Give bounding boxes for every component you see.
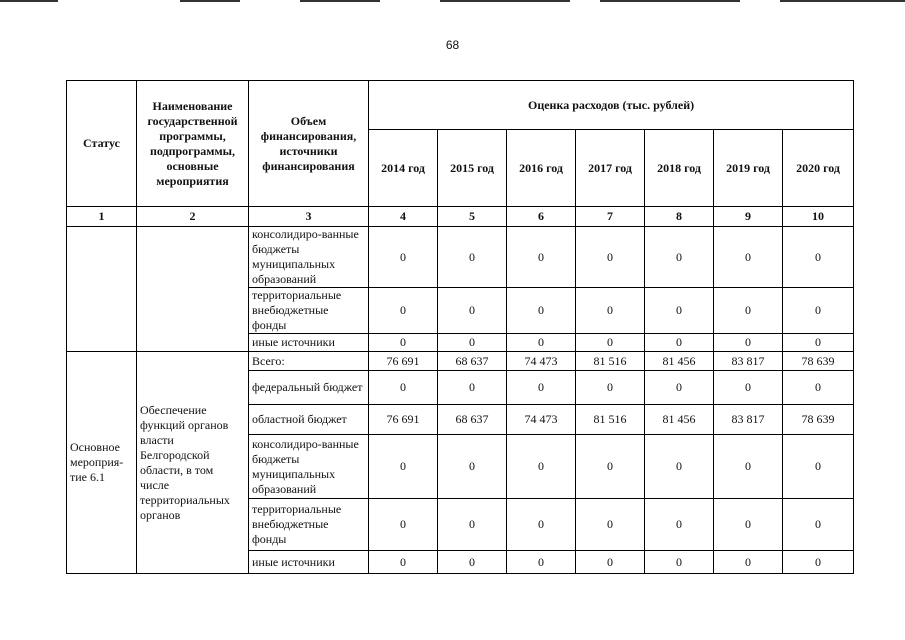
- top-rule-mid-left: [180, 0, 240, 2]
- value-cell: 0: [369, 551, 438, 574]
- table-row: [67, 227, 854, 288]
- column-number: 1: [67, 207, 137, 227]
- value-cell: 0: [645, 371, 714, 405]
- source-cell: Всего:: [249, 352, 369, 371]
- value-cell: 0: [369, 288, 438, 334]
- value-cell: 0: [369, 227, 438, 288]
- budget-table: [66, 80, 854, 574]
- header-year-2018: 2018 год: [645, 130, 714, 207]
- value-cell: 0: [576, 227, 645, 288]
- value-cell: 76 691: [369, 352, 438, 371]
- value-cell: 68 637: [438, 352, 507, 371]
- value-cell: 68 637: [438, 405, 507, 435]
- source-cell: территориальные внебюджетные фонды: [249, 288, 369, 334]
- top-rule-mid-right: [440, 0, 570, 2]
- column-number: 8: [645, 207, 714, 227]
- value-cell: 0: [783, 371, 854, 405]
- value-cell: 0: [507, 435, 576, 499]
- value-cell: 0: [576, 288, 645, 334]
- value-cell: 78 639: [783, 352, 854, 371]
- column-number: 7: [576, 207, 645, 227]
- value-cell: 0: [645, 227, 714, 288]
- program-cell-empty: [137, 227, 249, 352]
- value-cell: 0: [645, 288, 714, 334]
- value-cell: 0: [783, 334, 854, 352]
- header-year-2014: 2014 год: [369, 130, 438, 207]
- value-cell: 74 473: [507, 405, 576, 435]
- header-year-2020: 2020 год: [783, 130, 854, 207]
- value-cell: 0: [714, 371, 783, 405]
- column-number: 2: [137, 207, 249, 227]
- value-cell: 0: [507, 371, 576, 405]
- header-status: Статус: [67, 81, 137, 207]
- column-number: 9: [714, 207, 783, 227]
- column-number: 6: [507, 207, 576, 227]
- top-rule-right: [600, 0, 740, 2]
- header-year-2015: 2015 год: [438, 130, 507, 207]
- value-cell: 0: [783, 499, 854, 551]
- value-cell: 0: [438, 371, 507, 405]
- value-cell: 83 817: [714, 352, 783, 371]
- value-cell: 83 817: [714, 405, 783, 435]
- header-year-2019: 2019 год: [714, 130, 783, 207]
- value-cell: 81 456: [645, 405, 714, 435]
- value-cell: 81 456: [645, 352, 714, 371]
- top-rule-far-right: [780, 0, 905, 2]
- value-cell: 0: [438, 551, 507, 574]
- source-cell: областной бюджет: [249, 405, 369, 435]
- value-cell: 0: [783, 288, 854, 334]
- value-cell: 0: [369, 435, 438, 499]
- value-cell: 78 639: [783, 405, 854, 435]
- value-cell: 0: [714, 288, 783, 334]
- value-cell: 0: [507, 288, 576, 334]
- value-cell: 0: [438, 227, 507, 288]
- value-cell: 0: [714, 499, 783, 551]
- source-cell: федеральный бюджет: [249, 371, 369, 405]
- value-cell: 76 691: [369, 405, 438, 435]
- source-cell: консолидиро-ванные бюджеты муниципальных образований: [249, 227, 369, 288]
- value-cell: 0: [576, 435, 645, 499]
- value-cell: 0: [507, 551, 576, 574]
- value-cell: 0: [438, 499, 507, 551]
- value-cell: 0: [714, 551, 783, 574]
- value-cell: 0: [783, 435, 854, 499]
- value-cell: 0: [438, 435, 507, 499]
- header-volume: Объем финансирования, источники финансирования: [249, 81, 369, 207]
- value-cell: 0: [645, 334, 714, 352]
- column-number: 3: [249, 207, 369, 227]
- column-number: 10: [783, 207, 854, 227]
- header-program: Наименование государственной программы, подпрограммы, основные мероприятия: [137, 81, 249, 207]
- column-number-row: [67, 207, 854, 227]
- table-row: [67, 352, 854, 371]
- page-number: 68: [445, 38, 460, 52]
- value-cell: 81 516: [576, 352, 645, 371]
- value-cell: 0: [714, 227, 783, 288]
- source-cell: иные источники: [249, 551, 369, 574]
- value-cell: 81 516: [576, 405, 645, 435]
- value-cell: 0: [507, 227, 576, 288]
- value-cell: 0: [783, 551, 854, 574]
- value-cell: 0: [645, 551, 714, 574]
- value-cell: 0: [645, 499, 714, 551]
- value-cell: 0: [369, 499, 438, 551]
- header-estimate: Оценка расходов (тыс. рублей): [369, 81, 854, 130]
- value-cell: 0: [576, 499, 645, 551]
- value-cell: 0: [783, 227, 854, 288]
- column-number: 5: [438, 207, 507, 227]
- value-cell: 0: [714, 334, 783, 352]
- top-rule-mid: [300, 0, 380, 2]
- value-cell: 0: [714, 435, 783, 499]
- status-cell-empty: [67, 227, 137, 352]
- value-cell: 74 473: [507, 352, 576, 371]
- value-cell: 0: [576, 334, 645, 352]
- header-year-2017: 2017 год: [576, 130, 645, 207]
- source-cell: консолидиро-ванные бюджеты муниципальных образований: [249, 435, 369, 499]
- value-cell: 0: [438, 288, 507, 334]
- status-cell: Основное мероприя-тие 6.1: [67, 352, 137, 574]
- value-cell: 0: [645, 435, 714, 499]
- value-cell: 0: [507, 499, 576, 551]
- source-cell: иные источники: [249, 334, 369, 352]
- value-cell: 0: [576, 371, 645, 405]
- value-cell: 0: [507, 334, 576, 352]
- program-cell: Обеспечение функций органов власти Белгородской области, в том числе территориальных органов: [137, 352, 249, 574]
- source-cell: территориальные внебюджетные фонды: [249, 499, 369, 551]
- top-rule-left: [0, 0, 58, 2]
- column-number: 4: [369, 207, 438, 227]
- value-cell: 0: [369, 371, 438, 405]
- value-cell: 0: [369, 334, 438, 352]
- header-year-2016: 2016 год: [507, 130, 576, 207]
- value-cell: 0: [576, 551, 645, 574]
- header-row-top: [67, 81, 854, 130]
- value-cell: 0: [438, 334, 507, 352]
